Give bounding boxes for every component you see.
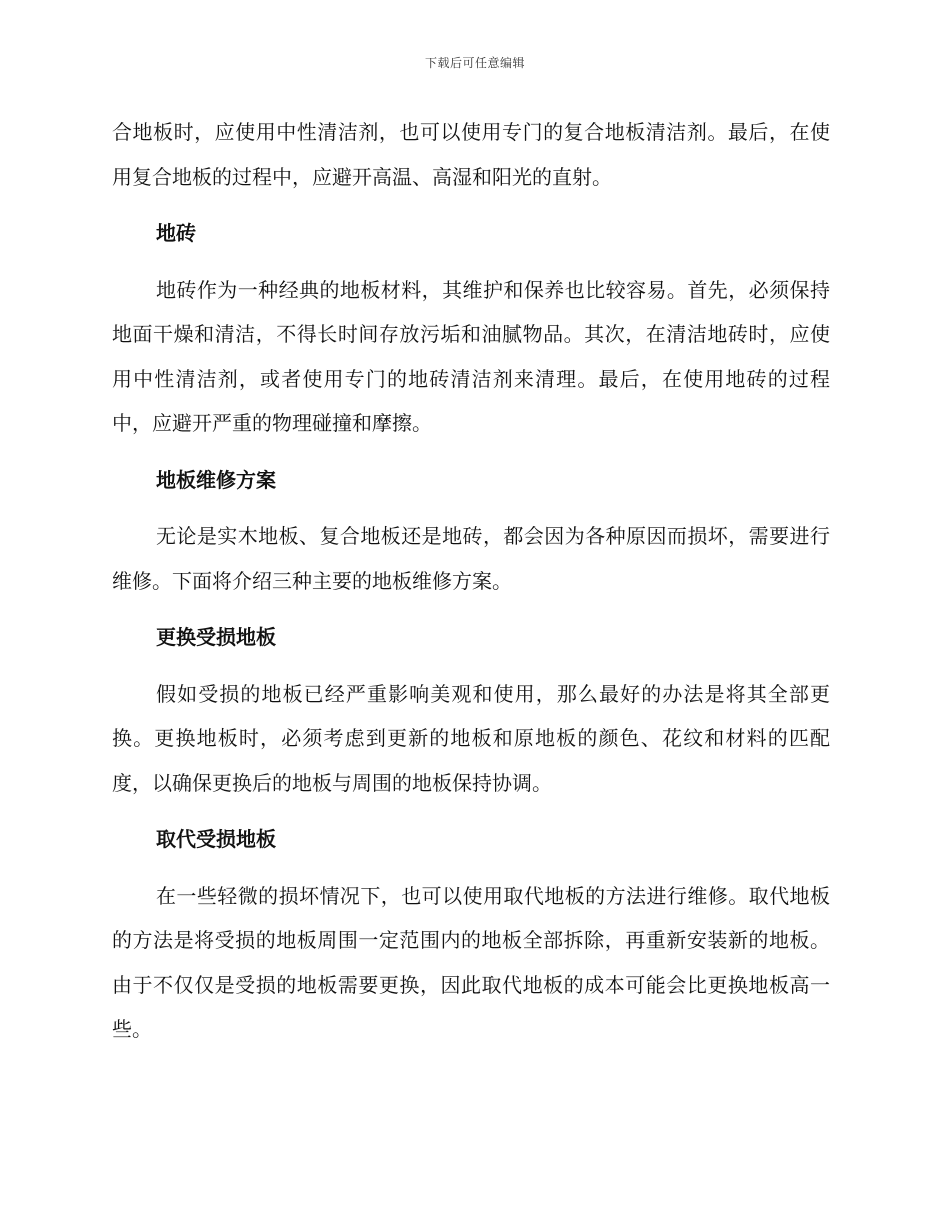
heading-replace-damaged: 更换受损地板 [156, 625, 276, 649]
heading-repair-plan: 地板维修方案 [156, 467, 276, 492]
paragraph-replace-damaged: 假如受损的地板已经严重影响美观和使用，那么最好的办法是将其全部更换。更换地板时，必须考虑到更新的地板和原地板的颜色、花纹和材料的匹配度，以确保更换后的地板与周围的地板保持协调。 [112, 681, 830, 795]
heading-tiles: 地砖 [156, 221, 196, 245]
heading-substitute-damaged: 取代受损地板 [156, 827, 276, 851]
paragraph-composite-floor-end: 合地板时，应使用中性清洁剂，也可以使用专门的复合地板清洁剂。最后，在使用复合地板的过程中，应避开高温、高湿和阳光的直射。 [112, 120, 830, 189]
paragraph-substitute-damaged: 在一些轻微的损坏情况下，也可以使用取代地板的方法进行维修。取代地板的方法是将受损的地板周围一定范围内的地板全部拆除，再重新安装新的地板。由于不仅仅是受损的地板需要更换，因此取代地板的成本可能会比更换地板高一些。 [112, 883, 830, 1041]
page-header: 下载后可任意编辑 [424, 56, 525, 70]
document-body [112, 110, 830, 1052]
paragraph-tiles: 地砖作为一种经典的地板材料，其维护和保养也比较容易。首先，必须保持地面干燥和清洁，不得长时间存放污垢和油腻物品。其次，在清洁地砖时，应使用中性清洁剂，或者使用专门的地砖清洁剂来清理。最后，在使用地砖的过程中，应避开严重的物理碰撞和摩擦。 [112, 277, 830, 435]
paragraph-repair-plan: 无论是实木地板、复合地板还是地砖，都会因为各种原因而损坏，需要进行维修。下面将介绍三种主要的地板维修方案。 [112, 524, 830, 593]
